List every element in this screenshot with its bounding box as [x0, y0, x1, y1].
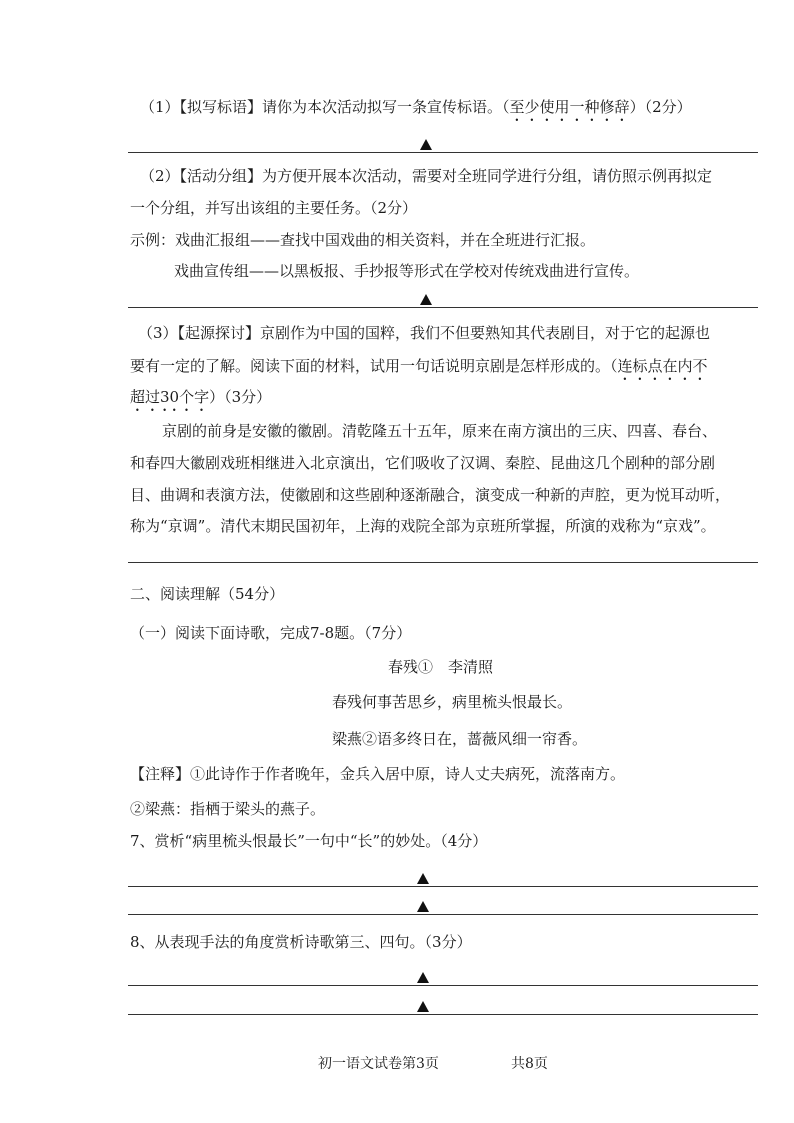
- q3-line2-text: 要有一定的了解。阅读下面的材料，试用一句话说明京剧是怎样形成的。（: [130, 357, 618, 375]
- passage-line: 京剧的前身是安徽的徽剧。清乾隆五十五年，原来在南方演出的三庆、四喜、春台、: [162, 422, 718, 440]
- answer-line[interactable]: [128, 1014, 758, 1015]
- footer-total-pages: 共8页: [511, 1056, 548, 1072]
- question-7: 7、赏析“病里梳头恨最长”一句中“长”的妙处。（4分）: [130, 832, 488, 850]
- answer-marker-icon: [417, 972, 429, 983]
- question-1: [140, 97, 692, 125]
- section-heading: 二、阅读理解（54分）: [130, 585, 285, 603]
- q3-line2: [130, 356, 708, 384]
- q2-line2: 一个分组，并写出该组的主要任务。（2分）: [130, 199, 418, 217]
- section-subheading: （一）阅读下面诗歌，完成7-8题。（7分）: [130, 624, 412, 642]
- q1-prefix: （1）【拟写标语】请你为本次活动拟写一条宣传标语。（: [140, 98, 510, 116]
- q2-example2: 戏曲宣传组——以黑板报、手抄报等形式在学校对传统戏曲进行宣传。: [174, 262, 640, 280]
- q2-example1: 示例：戏曲汇报组——查找中国戏曲的相关资料，并在全班进行汇报。: [130, 231, 596, 249]
- q1-emphasis: 至少使用一种修辞: [509, 98, 630, 116]
- poem-note: ②梁燕：指栖于梁头的燕子。: [130, 800, 326, 818]
- passage-line: 目、曲调和表演方法，使徽剧和这些剧种逐渐融合，演变成一种新的声腔，更为悦耳动听，: [130, 486, 731, 504]
- q1-suffix: ）（2分）: [629, 98, 692, 116]
- poem-note: 【注释】①此诗作于作者晚年，金兵入居中原，诗人丈夫病死，流落南方。: [130, 765, 626, 783]
- answer-line[interactable]: [128, 307, 758, 308]
- answer-line[interactable]: [128, 886, 758, 887]
- answer-marker-icon: [417, 901, 429, 912]
- q3-line2-emphasis: 连标点在内不: [617, 357, 708, 375]
- poem-line: 春残何事苦思乡，病里梳头恨最长。: [332, 693, 573, 711]
- answer-marker-icon: [420, 294, 432, 305]
- answer-marker-icon: [417, 1001, 429, 1012]
- passage-line: 称为“京调”。清代末期民国初年，上海的戏院全部为京班所掌握，所演的戏称为“京戏”。: [130, 517, 716, 535]
- poem-line: 梁燕②语多终日在，蔷薇风细一帘香。: [332, 730, 588, 748]
- answer-marker-icon: [420, 139, 432, 150]
- q3-line1: （3）【起源探讨】京剧作为中国的国粹，我们不但要熟知其代表剧目，对于它的起源也: [138, 324, 711, 342]
- q3-line3-text: ）（3分）: [209, 388, 272, 406]
- answer-marker-icon: [417, 873, 429, 884]
- answer-line[interactable]: [128, 152, 758, 153]
- answer-line[interactable]: [128, 562, 758, 563]
- question-8: 8、从表现手法的角度赏析诗歌第三、四句。（3分）: [130, 933, 472, 951]
- q2-line1: （2）【活动分组】为方便开展本次活动，需要对全班同学进行分组，请仿照示例再拟定: [140, 167, 713, 185]
- answer-line[interactable]: [128, 914, 758, 915]
- passage-line: 和春四大徽剧戏班相继进入北京演出，它们吸收了汉调、秦腔、昆曲这几个剧种的部分剧: [130, 454, 716, 472]
- poem-title: 春残① 李清照: [388, 658, 494, 676]
- q3-line3-emphasis: 超过30个字: [130, 388, 210, 406]
- answer-line[interactable]: [128, 985, 758, 986]
- q3-line3: [130, 387, 271, 415]
- footer-page-number: 初一语文试卷第3页: [318, 1056, 439, 1072]
